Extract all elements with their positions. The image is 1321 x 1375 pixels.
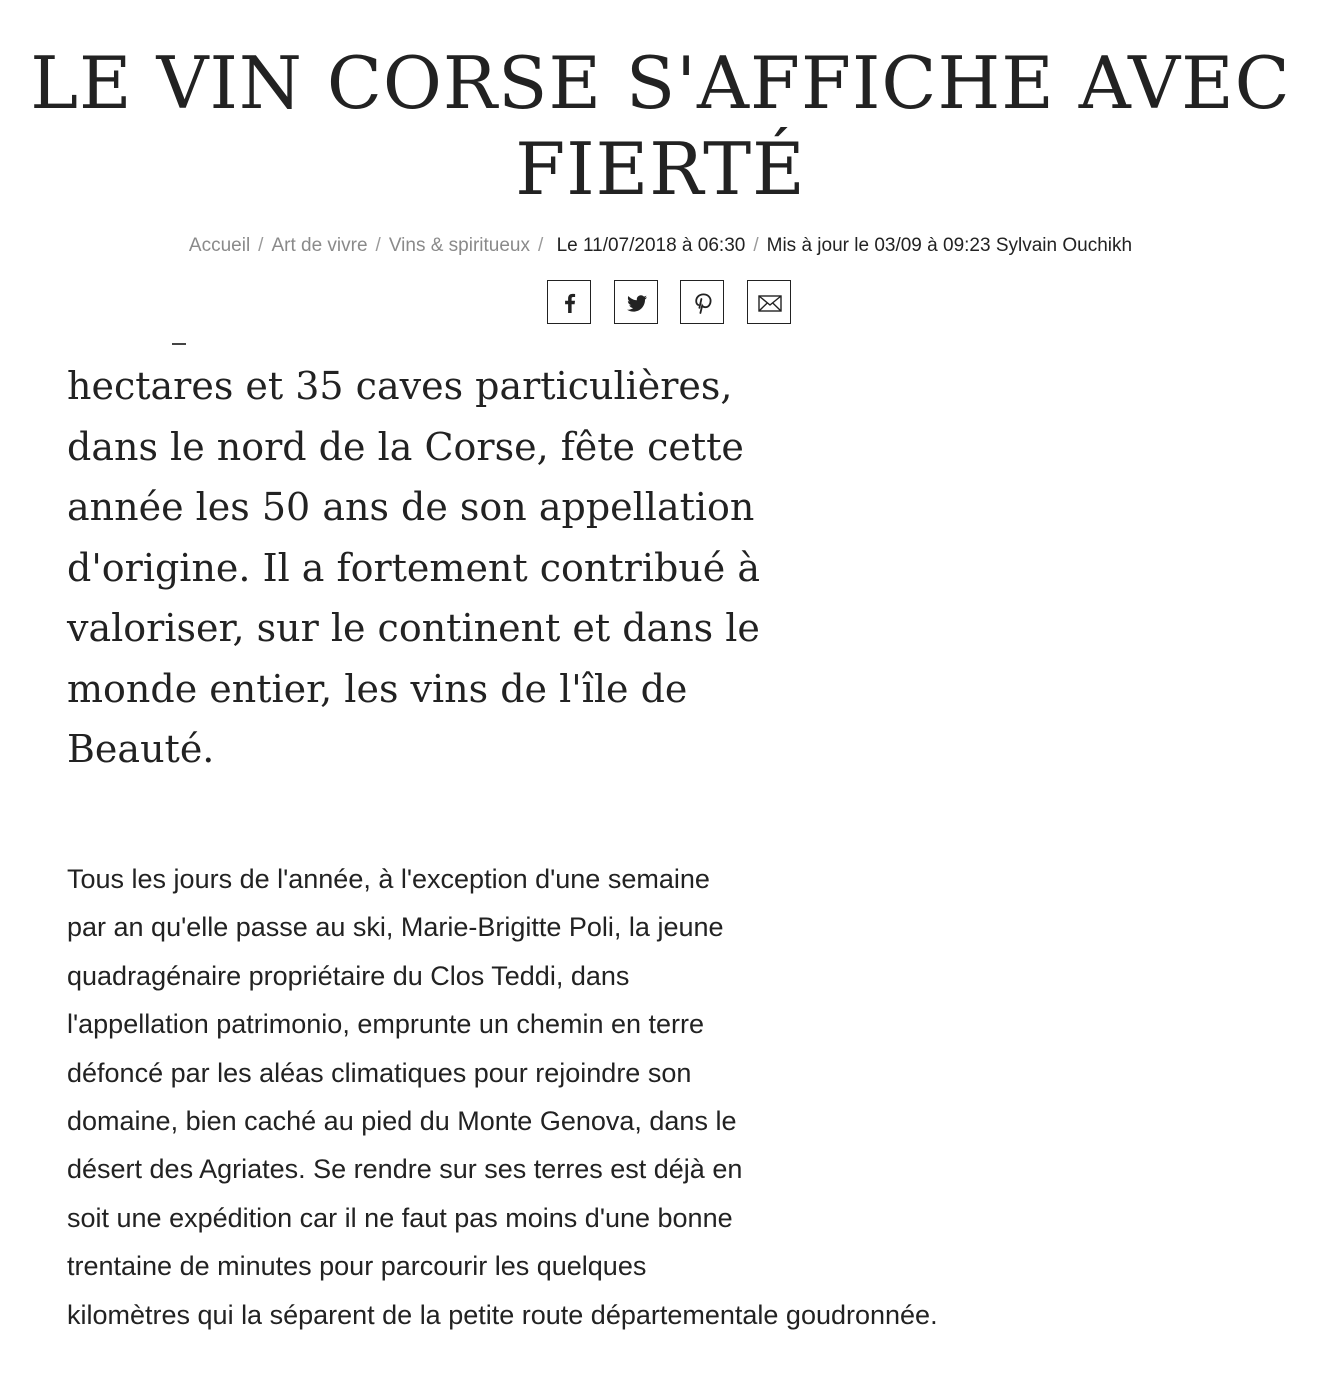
- share-pinterest-button[interactable]: [680, 280, 724, 324]
- body-line: l'appellation patrimonio, emprunte un chemin en terre: [67, 1009, 705, 1040]
- body-line: trentaine de minutes pour parcourir les quelques: [67, 1251, 647, 1282]
- breadcrumb: [189, 235, 557, 256]
- breadcrumb-item-vins-spiritueux[interactable]: Vins & spiritueux: [388, 235, 530, 256]
- facebook-icon: [556, 289, 584, 317]
- article-meta: [0, 232, 1321, 260]
- pinterest-icon: [689, 289, 717, 317]
- article-body: [67, 855, 997, 1339]
- breadcrumb-item-accueil[interactable]: Accueil: [188, 235, 251, 256]
- share-mail-button[interactable]: [747, 280, 791, 324]
- body-line: désert des Agriates. Se rendre sur ses terres est déjà en: [67, 1154, 743, 1185]
- share-bar: [547, 280, 797, 328]
- clipped-text-fragment: [172, 343, 186, 345]
- breadcrumb-separator: /: [258, 235, 264, 256]
- body-line: soit une expédition car il ne faut pas moins d'une bonne: [67, 1202, 733, 1233]
- body-line: domaine, bien caché au pied du Monte Genova, dans le: [67, 1106, 737, 1137]
- body-line: défoncé par les aléas climatiques pour rejoindre son: [67, 1057, 692, 1088]
- body-line: Tous les jours de l'année, à l'exception d'une semaine: [67, 864, 710, 894]
- body-line: par an qu'elle passe au ski, Marie-Brigitte Poli, la jeune: [67, 912, 724, 943]
- mail-icon: [756, 289, 784, 317]
- update-date-author: Mis à jour le 03/09 à 09:23 Sylvain Ouchikh: [766, 235, 1133, 256]
- breadcrumb-separator: /: [538, 235, 544, 256]
- twitter-icon: [623, 289, 651, 317]
- article-lead: hectares et 35 caves particulières, dans le nord de la Corse, fête cette année les 50 ans de son appellation d'origine. Il a fortement contribué à valoriser, sur le continent et dans le monde entier, les vins de l'île de Beauté.: [67, 364, 760, 771]
- publish-date: Le 11/07/2018 à 06:30: [556, 235, 746, 256]
- share-facebook-button[interactable]: [547, 280, 591, 324]
- body-line: kilomètres qui la séparent de la petite route départementale goudronnée.: [67, 1299, 938, 1330]
- share-twitter-button[interactable]: [614, 280, 658, 324]
- breadcrumb-item-art-de-vivre[interactable]: Art de vivre: [271, 235, 368, 256]
- breadcrumb-separator: /: [375, 235, 381, 256]
- body-line: quadragénaire propriétaire du Clos Teddi, dans: [67, 960, 630, 991]
- article-title: LE VIN CORSE S'AFFICHE AVEC FIERTÉ: [30, 41, 1291, 211]
- meta-separator: /: [753, 235, 759, 256]
